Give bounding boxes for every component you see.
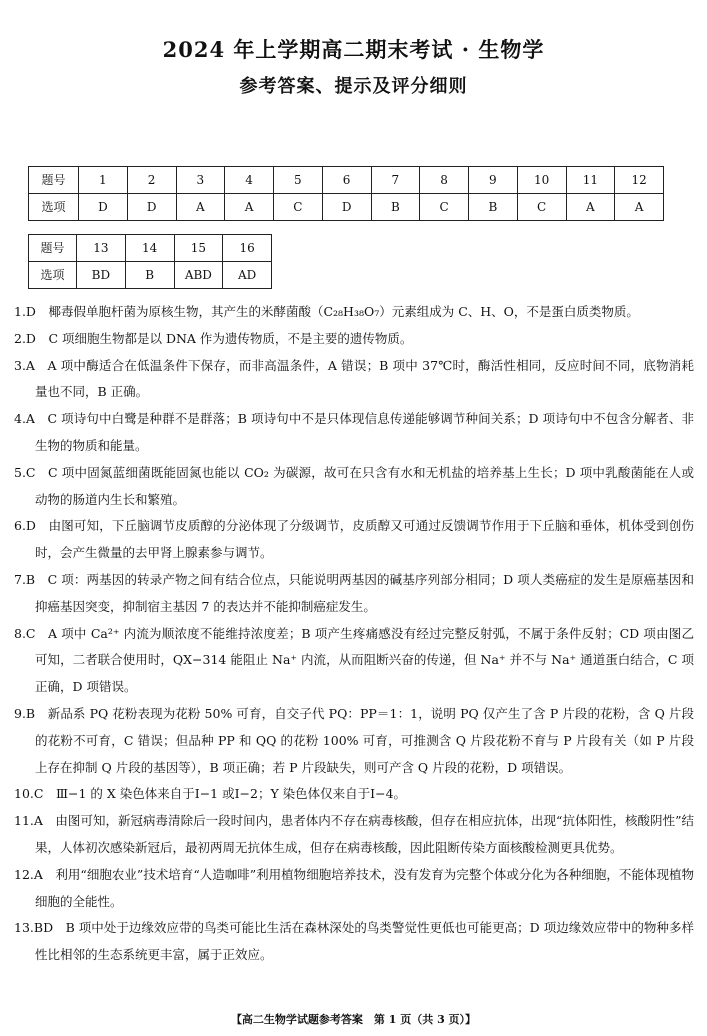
explanation-text: C 项：两基因的转录产物之间有结合位点，只能说明两基因的碱基序列部分相同；D 项人类癌症的发生是原癌基因和抑癌基因突变，抑制宿主基因 7 的表达并不能抑制癌症发生。 — [35, 571, 694, 614]
question-number-cell-3: 3 — [176, 167, 225, 194]
explanation-text: 利用“细胞农业”技术培育“人造咖啡”利用植物细胞培养技术，没有发育为完整个体或分化为各种细胞，不能体现植物细胞的全能性。 — [35, 866, 694, 909]
question-number-cell-2: 2 — [127, 167, 176, 194]
answer-cell-2: B — [125, 262, 174, 289]
answer-table-1-number-row — [29, 167, 664, 194]
page-title: 2024 年上学期高二期末考试 · 生物学 — [162, 37, 545, 62]
answer-table-2 — [28, 234, 272, 289]
question-number-cell-1: 13 — [77, 235, 126, 262]
question-number-cell-5: 5 — [274, 167, 323, 194]
explanation-item — [14, 299, 694, 326]
explanation-number: 8.C — [14, 625, 36, 641]
explanation-text: C 项细胞生物都是以 DNA 作为遗传物质，不是主要的遗传物质。 — [48, 330, 413, 346]
answer-cell-2: D — [127, 194, 176, 221]
explanation-item — [14, 915, 694, 969]
explanation-list — [14, 299, 694, 969]
explanation-text: 椰毒假单胞杆菌为原核生物，其产生的米酵菌酸（C₂₈H₃₈O₇）元素组成为 C、H、O，不是蛋白质类物质。 — [48, 304, 639, 319]
answer-cell-10: C — [517, 194, 566, 221]
explanation-text: 新品系 PQ 花粉表现为花粉 50% 可育，自交子代 PQ：PP＝1：1，说明 PQ 仅产生了含 P 片段的花粉，含 Q 片段的花粉不可育，C 错误；但品种 PP 和 QQ 的花粉 100% 可育，可推测含 Q 片段花粉不育与 P 片段有关（如 P 片段上存在抑制 Q 片段的基因等），B 项正确；若 P 片段缺失，则可产含 Q 片段的花粉，D 项错误。 — [35, 705, 694, 775]
explanation-item — [14, 621, 694, 701]
page-subtitle: 参考答案、提示及评分细则 — [239, 76, 468, 97]
explanation-gap — [43, 813, 56, 828]
explanation-number: 7.B — [14, 571, 36, 587]
answer-cell-12: A — [615, 194, 664, 221]
answer-cell-6: D — [322, 194, 371, 221]
explanation-number: 9.B — [14, 705, 36, 721]
explanation-item — [14, 353, 694, 407]
explanation-number: 1.D — [14, 304, 36, 319]
answer-cell-1: BD — [77, 262, 126, 289]
answer-cell-11: A — [566, 194, 615, 221]
row-label-number: 题号 — [29, 235, 77, 262]
answer-cell-8: C — [420, 194, 469, 221]
page-footer: 【高二生物学试题参考答案 第 1 页（共 3 页）】 — [230, 1013, 477, 1026]
answer-cell-1: D — [79, 194, 128, 221]
question-number-cell-10: 10 — [517, 167, 566, 194]
explanation-text: Ⅲ−1 的 X 染色体来自于Ⅰ−1 或Ⅰ−2；Y 染色体仅来自于Ⅰ−4。 — [55, 786, 407, 802]
explanation-number: 4.A — [14, 411, 35, 427]
explanation-number: 11.A — [14, 813, 43, 829]
answer-table-1-answer-row — [29, 194, 664, 221]
explanation-gap — [53, 920, 66, 935]
explanation-text: B 项中处于边缘效应带的鸟类可能比生活在森林深处的鸟类警觉性更低也可能更高；D 项边缘效应带中的物种多样性比相邻的生态系统更丰富，属于正效应。 — [35, 920, 694, 963]
answer-cell-5: C — [274, 194, 323, 221]
explanation-text: 由图可知，新冠病毒清除后一段时间内，患者体内不存在病毒核酸，但存在相应抗体，出现“抗体阳性，核酸阴性”结果，人体初次感染新冠后，最初两周无抗体生成，但存在病毒核酸，因此阻断传染方面核酸检测更具优势。 — [35, 813, 694, 855]
answer-table-1 — [28, 166, 664, 221]
explanation-number: 3.A — [14, 357, 35, 373]
question-number-cell-2: 14 — [125, 235, 174, 262]
explanation-gap — [35, 572, 48, 587]
explanation-text: A 项中酶适合在低温条件下保存，而非高温条件，A 错误；B 项中 37℃时，酶活性相同，反应时间不同，底物消耗量也不同，B 正确。 — [35, 357, 694, 400]
explanation-gap — [43, 867, 56, 882]
answer-table-2-number-row — [29, 235, 272, 262]
explanation-gap — [35, 706, 48, 721]
explanation-gap — [36, 518, 49, 533]
explanation-number: 6.D — [14, 518, 36, 534]
explanation-gap — [35, 411, 48, 426]
answer-cell-7: B — [371, 194, 420, 221]
answer-cell-3: A — [176, 194, 225, 221]
question-number-cell-8: 8 — [420, 167, 469, 194]
explanation-gap — [43, 786, 56, 801]
explanation-item — [14, 862, 694, 916]
explanation-item — [14, 406, 694, 460]
explanation-text: C 项诗句中白鹭是种群不是群落；B 项诗句中不是只体现信息传递能够调节种间关系；D 项诗句中不包含分解者、非生物的物质和能量。 — [35, 411, 694, 453]
explanation-number: 2.D — [14, 330, 36, 346]
question-number-cell-9: 9 — [469, 167, 518, 194]
explanation-item — [14, 781, 694, 808]
question-number-cell-4: 4 — [225, 167, 274, 194]
explanation-text: A 项中 Ca²⁺ 内流为顺浓度不能维持浓度差；B 项产生疼痛感没有经过完整反射弧，不属于条件反射；CD 项由图乙可知，二者联合使用时，QX−314 能阻止 Na⁺ 内流，从而阻断兴奋的传递，但 Na⁺ 并不与 Na⁺ 通道蛋白结合，C 项正确，D 项错误。 — [35, 625, 694, 695]
explanation-gap — [36, 465, 49, 480]
explanation-text: 由图可知，下丘脑调节皮质醇的分泌体现了分级调节，皮质醇又可通过反馈调节作用于下丘脑和垂体，机体受到创伤时，会产生微量的去甲肾上腺素参与调节。 — [35, 518, 694, 561]
question-number-cell-1: 1 — [79, 167, 128, 194]
question-number-cell-4: 16 — [223, 235, 272, 262]
answer-cell-3: ABD — [174, 262, 223, 289]
answer-cell-9: B — [469, 194, 518, 221]
question-number-cell-3: 15 — [174, 235, 223, 262]
row-label-answer: 选项 — [29, 262, 77, 289]
explanation-item — [14, 567, 694, 621]
explanation-number: 12.A — [14, 866, 43, 882]
question-number-cell-11: 11 — [566, 167, 615, 194]
explanation-gap — [36, 626, 49, 641]
question-number-cell-6: 6 — [322, 167, 371, 194]
answer-cell-4: AD — [223, 262, 272, 289]
explanation-number: 5.C — [14, 464, 36, 480]
explanation-item — [14, 326, 694, 353]
explanation-item — [14, 701, 694, 781]
explanation-item — [14, 808, 694, 862]
answer-cell-4: A — [225, 194, 274, 221]
explanation-gap — [35, 358, 48, 373]
explanation-item — [14, 513, 694, 567]
explanation-text: C 项中固氮蓝细菌既能固氮也能以 CO₂ 为碳源，故可在只含有水和无机盐的培养基上生长；D 项中乳酸菌能在人或动物的肠道内生长和繁殖。 — [35, 464, 694, 507]
row-label-number: 题号 — [29, 167, 79, 194]
explanation-number: 10.C — [14, 786, 44, 802]
explanation-gap — [36, 331, 49, 346]
explanation-item — [14, 460, 694, 514]
explanation-number: 13.BD — [14, 920, 54, 936]
answer-table-2-answer-row — [29, 262, 272, 289]
question-number-cell-7: 7 — [371, 167, 420, 194]
row-label-answer: 选项 — [29, 194, 79, 221]
question-number-cell-12: 12 — [615, 167, 664, 194]
explanation-gap — [36, 304, 49, 319]
